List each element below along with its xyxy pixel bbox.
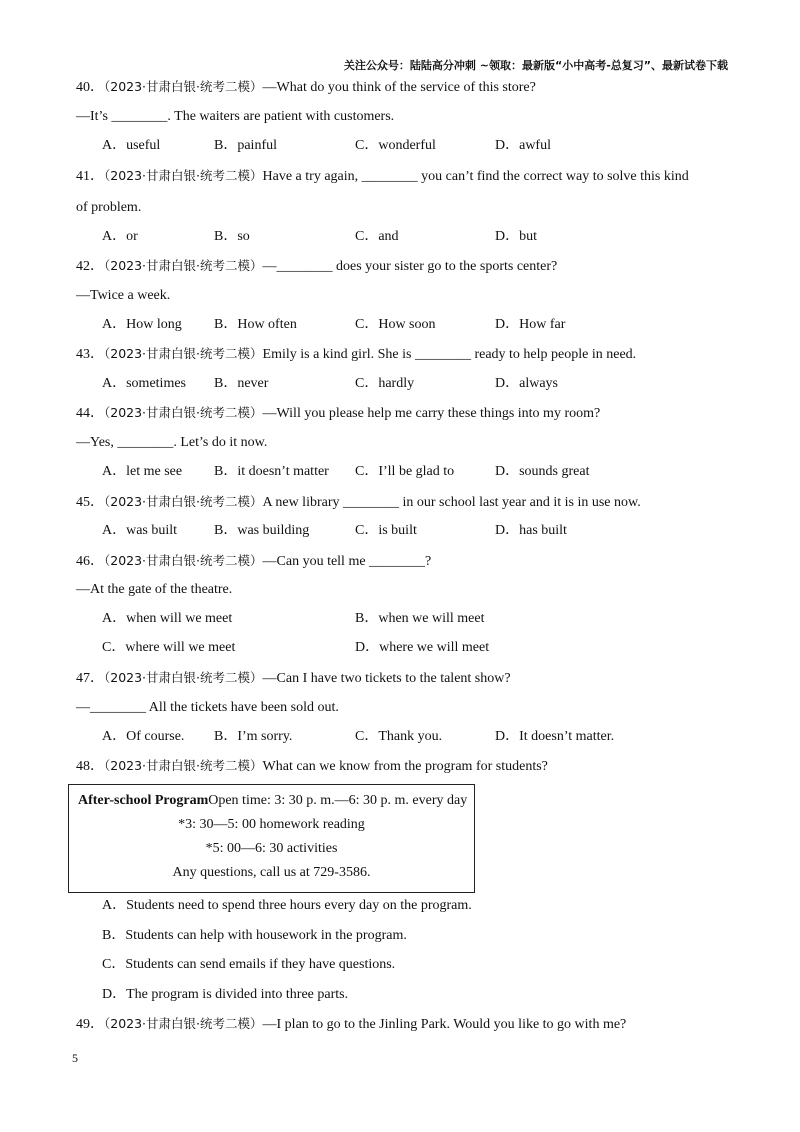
q43-option-b[interactable]: B．never bbox=[214, 376, 269, 391]
q46-option-c[interactable]: C．where will we meet bbox=[102, 640, 236, 655]
question-41: 41．（2023·甘肃白银·统考二模）Have a try again, ________ you can’t find the correct way to solve this kind bbox=[76, 168, 689, 184]
question-44-line2: —Yes, ________. Let’s do it now. bbox=[76, 435, 268, 450]
q42-option-a[interactable]: A．How long bbox=[102, 317, 182, 332]
question-48: 48．（2023·甘肃白银·统考二模）What can we know from the program for students? bbox=[76, 758, 548, 774]
q45-option-d[interactable]: D．has built bbox=[495, 523, 567, 538]
q43-option-a[interactable]: A．sometimes bbox=[102, 376, 186, 391]
program-notice-line4: Any questions, call us at 729-3586. bbox=[172, 865, 371, 880]
q45-option-a[interactable]: A．was built bbox=[102, 523, 178, 538]
question-46-line2: —At the gate of the theatre. bbox=[76, 582, 233, 597]
q46-option-b[interactable]: B．when we will meet bbox=[355, 611, 485, 626]
question-41-line2: of problem. bbox=[76, 200, 142, 215]
question-40-line2: —It’s ________. The waiters are patient with customers. bbox=[76, 109, 395, 124]
q40-option-d[interactable]: D．awful bbox=[495, 138, 551, 153]
question-49: 49．（2023·甘肃白银·统考二模）—I plan to go to the Jinling Park. Would you like to go with me? bbox=[76, 1016, 627, 1032]
question-42-line2: —Twice a week. bbox=[76, 288, 171, 303]
program-notice-line1: After-school ProgramOpen time: 3: 30 p. m.—6: 30 p. m. every day bbox=[78, 793, 468, 808]
q41-option-c[interactable]: C．and bbox=[355, 229, 399, 244]
question-47: 47．（2023·甘肃白银·统考二模）—Can I have two tickets to the talent show? bbox=[76, 670, 511, 686]
q48-option-b[interactable]: B．Students can help with housework in the program. bbox=[102, 928, 407, 943]
q46-option-d[interactable]: D．where we will meet bbox=[355, 640, 490, 655]
q45-option-b[interactable]: B．was building bbox=[214, 523, 310, 538]
q42-option-b[interactable]: B．How often bbox=[214, 317, 297, 332]
q40-option-c[interactable]: C．wonderful bbox=[355, 138, 436, 153]
question-45: 45．（2023·甘肃白银·统考二模）A new library ________ in our school last year and it is in use now. bbox=[76, 494, 641, 510]
q43-option-d[interactable]: D．always bbox=[495, 376, 558, 391]
q47-option-a[interactable]: A．Of course. bbox=[102, 729, 185, 744]
q48-option-c[interactable]: C．Students can send emails if they have questions. bbox=[102, 957, 396, 972]
q42-option-d[interactable]: D．How far bbox=[495, 317, 566, 332]
q42-option-c[interactable]: C．How soon bbox=[355, 317, 436, 332]
question-42: 42．（2023·甘肃白银·统考二模）—________ does your sister go to the sports center? bbox=[76, 258, 558, 274]
question-40: 40．（2023·甘肃白银·统考二模）—What do you think of the service of this store? bbox=[76, 79, 536, 95]
question-44: 44．（2023·甘肃白银·统考二模）—Will you please help me carry these things into my room? bbox=[76, 405, 601, 421]
question-43: 43．（2023·甘肃白银·统考二模）Emily is a kind girl. She is ________ ready to help people in need. bbox=[76, 346, 637, 362]
q44-option-a[interactable]: A．let me see bbox=[102, 464, 183, 479]
q41-option-a[interactable]: A．or bbox=[102, 229, 138, 244]
program-notice-box bbox=[68, 784, 475, 893]
q47-option-b[interactable]: B．I’m sorry. bbox=[214, 729, 293, 744]
question-47-line2: —________ All the tickets have been sold out. bbox=[76, 700, 339, 715]
q41-option-d[interactable]: D．but bbox=[495, 229, 537, 244]
q43-option-c[interactable]: C．hardly bbox=[355, 376, 415, 391]
q44-option-c[interactable]: C．I’ll be glad to bbox=[355, 464, 455, 479]
q40-option-b[interactable]: B．painful bbox=[214, 138, 277, 153]
q41-option-b[interactable]: B．so bbox=[214, 229, 250, 244]
q48-option-d[interactable]: D．The program is divided into three parts. bbox=[102, 987, 349, 1002]
q48-option-a[interactable]: A．Students need to spend three hours every day on the program. bbox=[102, 898, 472, 913]
q47-option-c[interactable]: C．Thank you. bbox=[355, 729, 443, 744]
q45-option-c[interactable]: C．is built bbox=[355, 523, 417, 538]
q47-option-d[interactable]: D．It doesn’t matter. bbox=[495, 729, 615, 744]
q44-option-b[interactable]: B．it doesn’t matter bbox=[214, 464, 329, 479]
q46-option-a[interactable]: A．when will we meet bbox=[102, 611, 233, 626]
page-number: 5 bbox=[72, 1051, 78, 1065]
program-notice-line2: *3: 30—5: 00 homework reading bbox=[178, 817, 365, 832]
q40-option-a[interactable]: A．useful bbox=[102, 138, 161, 153]
page-header: 关注公众号：陆陆高分冲刺 ~领取：最新版“小中高考-总复习”、最新试卷下载 bbox=[343, 59, 728, 72]
question-46: 46．（2023·甘肃白银·统考二模）—Can you tell me ________? bbox=[76, 553, 432, 569]
program-notice-line3: *5: 00—6: 30 activities bbox=[205, 841, 338, 856]
q44-option-d[interactable]: D．sounds great bbox=[495, 464, 590, 479]
